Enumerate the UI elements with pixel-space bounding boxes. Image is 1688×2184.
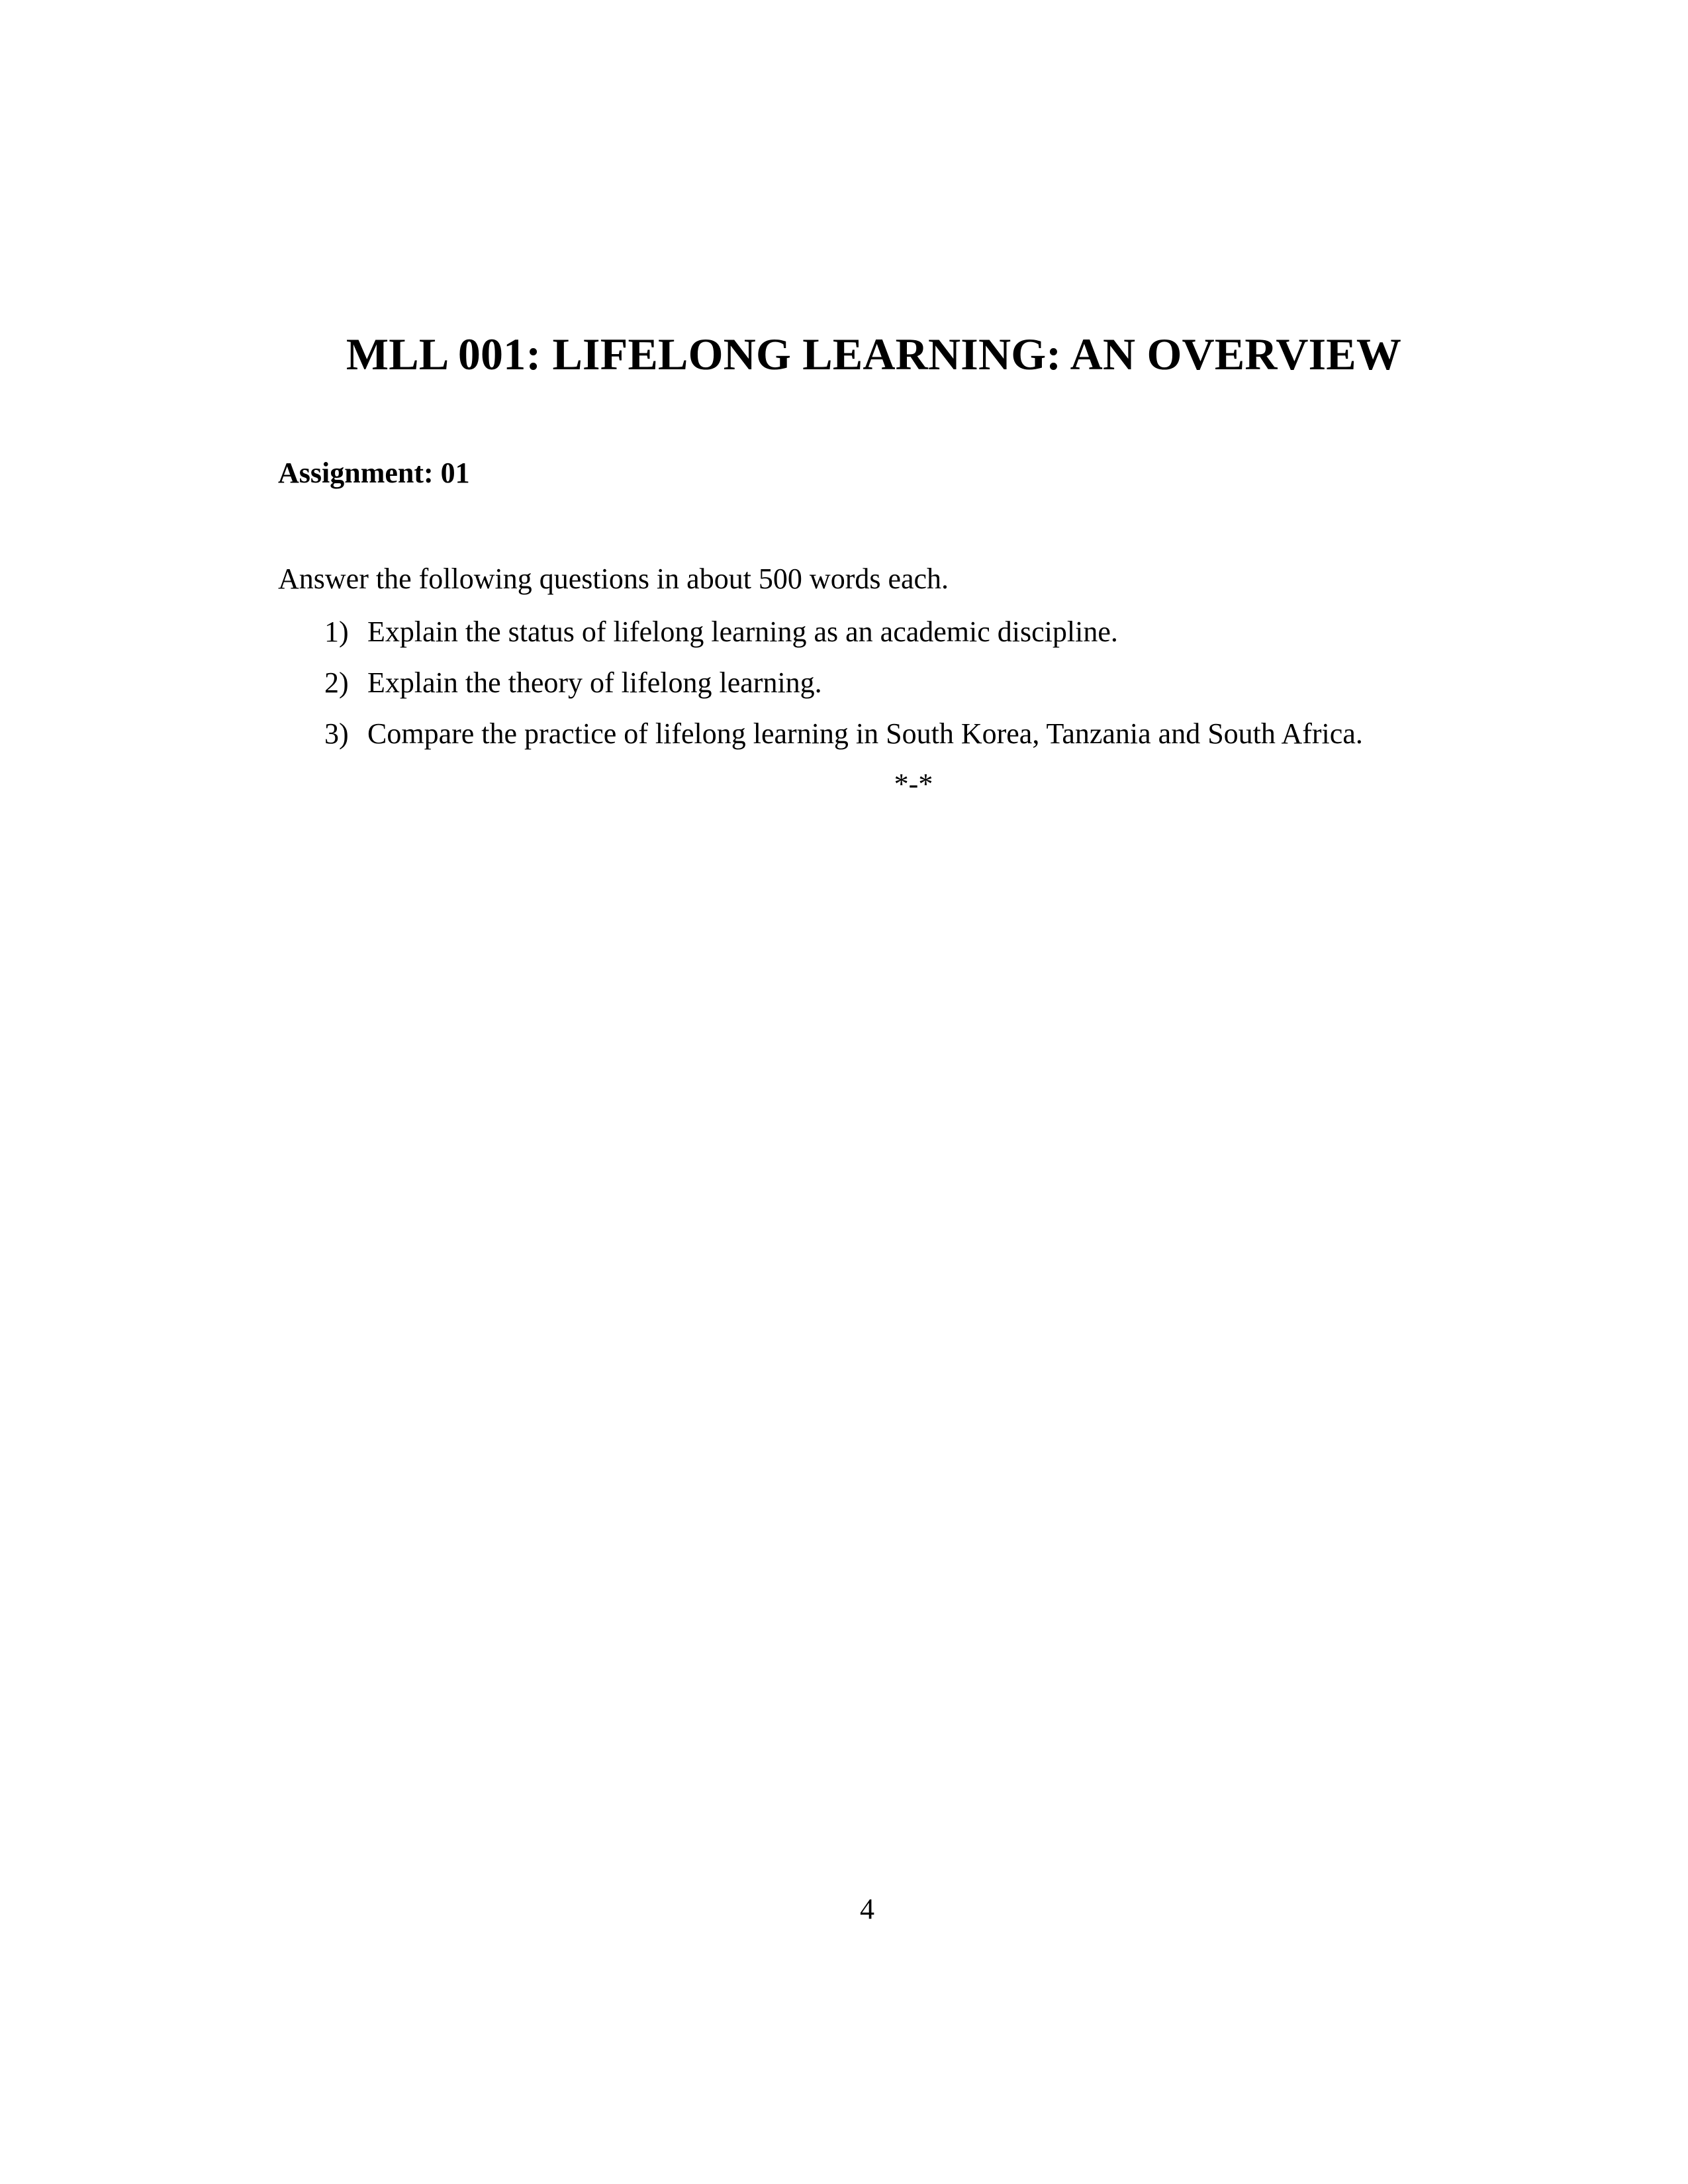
question-number: 3) bbox=[324, 717, 349, 750]
question-text: Explain the theory of lifelong learning. bbox=[367, 666, 822, 699]
instruction-text: Answer the following questions in about 500 words each. bbox=[278, 563, 949, 595]
question-list bbox=[278, 612, 1536, 765]
question-number: 1) bbox=[324, 615, 349, 648]
question-item bbox=[278, 714, 1536, 765]
section-separator: *-* bbox=[894, 768, 933, 800]
assignment-label: Assignment: 01 bbox=[278, 457, 470, 489]
document-title: MLL 001: LIFELONG LEARNING: AN OVERVIEW bbox=[346, 329, 1402, 379]
question-number: 2) bbox=[324, 666, 349, 699]
question-item bbox=[278, 612, 1536, 663]
question-text: Explain the status of lifelong learning as an academic discipline. bbox=[367, 615, 1118, 648]
question-item bbox=[278, 663, 1536, 714]
page-number: 4 bbox=[860, 1893, 874, 1925]
question-text: Compare the practice of lifelong learning in South Korea, Tanzania and South Africa. bbox=[367, 717, 1363, 750]
